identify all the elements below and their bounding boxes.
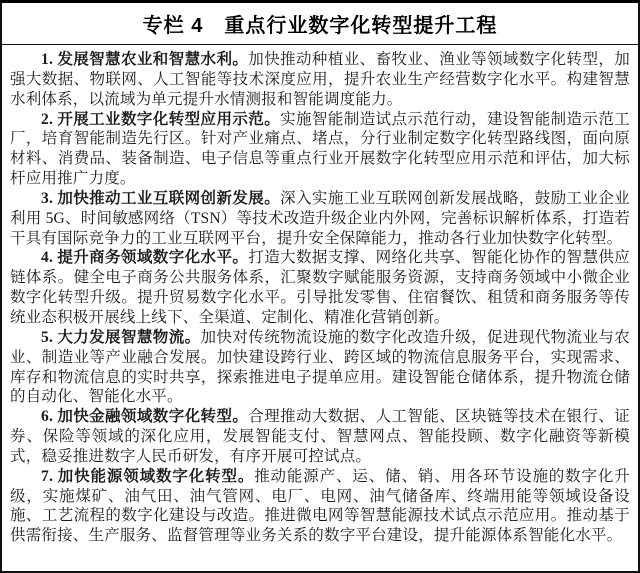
paragraph-body: 加快对传统物流设施的数字化改造升级，促进现代物流业与农业、制造业等产业融合发展。加快建设跨行业、跨区域的物流信息服务平台，实现需求、库存和物流信息的实时共享，探索推进电子提单应用。建设智能仓储体系，提升物流仓储的自动化、智能化水平。 <box>10 328 631 406</box>
paragraph-body: 深入实施工业互联网创新发展战略，鼓励工业企业利用 5G、时间敏感网络（TSN）等技术改造升级企业内外网，完善标识解析体系，打造若干具有国际竞争力的工业互联网平台，提升安全保障能力，推动各行业加快数字化转型。 <box>10 189 630 247</box>
paragraph-lead: 7. 加快能源领域数字化转型。 <box>41 467 255 485</box>
paragraph-lead: 2. 开展工业数字化转型应用示范。 <box>41 110 281 128</box>
paragraph-body: 合理推动大数据、人工智能、区块链等技术在银行、证券、保险等领域的深化应用，发展智能支付、智慧网点、智能投顾、数字化融资等新模式，稳妥推进数字人民币研发，有序开展可控试点。 <box>10 408 630 465</box>
policy-paragraph <box>10 110 630 189</box>
box-body <box>2 45 638 571</box>
paragraph-body: 实施智能制造试点示范行动，建设智能制造示范工厂，培育智能制造先行区。针对产业痛点、堵点，分行业制定数字化转型路线图，面向原材料、消费品、装备制造、电子信息等重点行业开展数字化转型应用示范和评估，加大标杆应用推广力度。 <box>10 110 630 188</box>
paragraph-body: 推动能源产、运、储、销、用各环节设施的数字化升级，实施煤矿、油气田、油气管网、电厂、电网、油气储备库、终端用能等领域设备设施、工艺流程的数字化建设与改造。推进微电网等智慧能源技术试点示范应用。推动基于供需衔接、生产服务、监督管理等业务关系的数字平台建设，提升能源体系智能化水平。 <box>10 467 630 545</box>
policy-paragraph <box>10 189 630 249</box>
policy-paragraph <box>10 248 630 327</box>
paragraph-lead: 3. 加快推动工业互联网创新发展。 <box>41 189 281 207</box>
paragraph-body: 打造大数据支撑、网络化共享、智能化协作的智慧供应链体系。健全电子商务公共服务体系，汇聚数字赋能服务资源，支持商务领域中小微企业数字化转型升级。提升贸易数字化水平。引导批发零售、住宿餐饮、租赁和商务服务等传统业态积极开展线上线下、全渠道、定制化、精准化营销创新。 <box>10 249 630 326</box>
policy-paragraph <box>10 328 630 407</box>
policy-paragraph <box>10 50 630 110</box>
paragraph-lead: 5. 大力发展智慧物流。 <box>41 328 201 346</box>
paragraph-lead: 1. 发展智慧农业和智慧水利。 <box>41 51 249 68</box>
paragraph-lead: 4. 提升商务领域数字化水平。 <box>41 249 249 267</box>
paragraph-body: 加快推动种植业、畜牧业、渔业等领域数字化转型，加强大数据、物联网、人工智能等技术深度应用，提升农业生产经营数字化水平。构建智慧水利体系，以流域为单元提升水情测报和智能调度能力。 <box>10 51 630 108</box>
policy-paragraph <box>10 467 630 546</box>
box-title: 专栏 4 重点行业数字化转型提升工程 <box>2 3 638 45</box>
paragraph-lead: 6. 加快金融领域数字化转型。 <box>41 408 249 426</box>
policy-paragraph <box>10 407 630 467</box>
